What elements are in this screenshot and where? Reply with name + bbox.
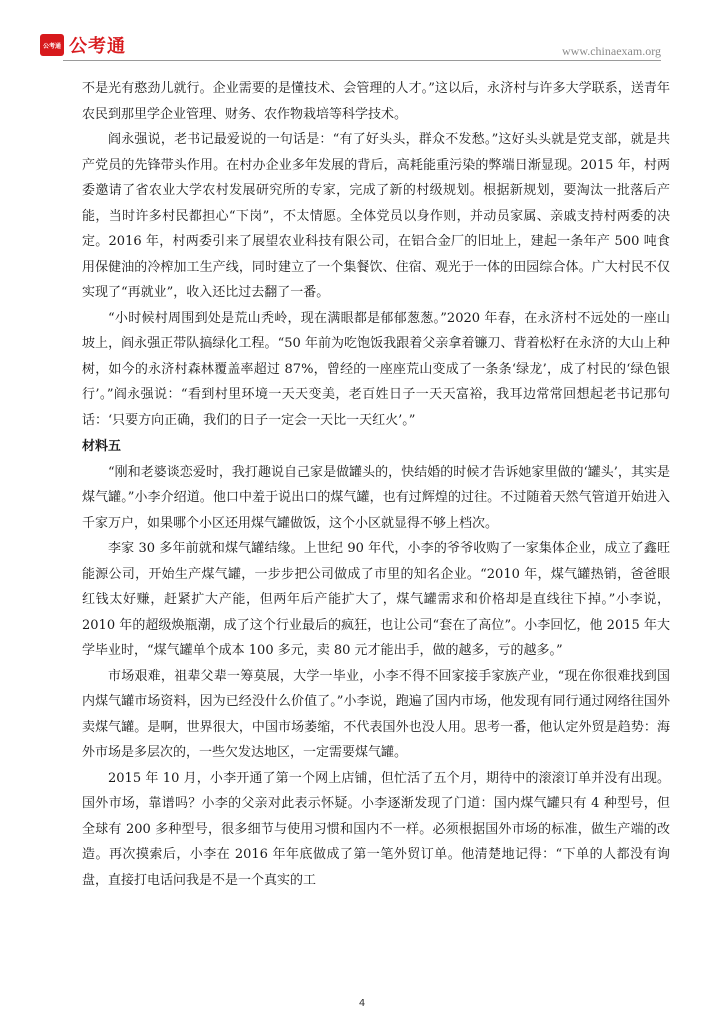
- logo-badge-icon: 公考通: [40, 34, 64, 56]
- section-title: 材料五: [82, 439, 122, 454]
- paragraph-3: “小时候村周围到处是荒山秃岭，现在满眼都是郁郁葱葱。”2020 年春，在永济村不远处的一座山坡上，阎永强正带队搞绿化工程。“50 年前为吃饱饭我跟着父亲拿着镰刀、背着松籽在永济的大山上种树，如今的永济村森林覆盖率超过 87%，曾经的一座座荒山变成了一条条‘绿龙’，成了村民的‘绿色银行’。”阎永强说：“看到村里环境一天天变美，老百姓日子一天天富裕，我耳边常常回想起老书记那句话：‘只要方向正确，我们的日子一定会一天比一天红火’。”: [82, 310, 670, 428]
- paragraph-7: 2015 年 10 月，小李开通了第一个网上店铺，但忙活了五个月，期待中的滚滚订单并没有出现。国外市场，靠谱吗？小李的父亲对此表示怀疑。小李逐渐发现了门道：国内煤气罐只有 4 种型号，但全球有 200 多种型号，很多细节与使用习惯和国内不一样。必须根据国外市场的标准，做生产端的改造。再次摸索后，小李在 2016 年年底做成了第一笔外贸订单。他清楚地记得：“下单的人都没有询盘，直接打电话问我是不是一个真实的工: [82, 770, 670, 888]
- page-header: [0, 0, 724, 70]
- header-divider: [63, 60, 661, 61]
- paragraph-6: 市场艰难，祖辈父辈一筹莫展，大学一毕业，小李不得不回家接手家族产业，“现在你很难找到国内煤气罐市场资料，因为已经没什么价值了。”小李说，跑遍了国内市场，他发现有同行通过网络往国外卖煤气罐。是啊，世界很大，中国市场萎缩，不代表国外也没人用。思考一番，他认定外贸是趋势：海外市场是多层次的，一些欠发达地区，一定需要煤气罐。: [82, 668, 670, 760]
- site-url[interactable]: www.chinaexam.org: [562, 44, 661, 58]
- paragraph-5: 李家 30 多年前就和煤气罐结缘。上世纪 90 年代，小李的爷爷收购了一家集体企业，成立了鑫旺能源公司，开始生产煤气罐，一步步把公司做成了市里的知名企业。“2010 年，煤气罐热销，爸爸眼红钱太好赚，赶紧扩大产能，但两年后产能扩大了，煤气罐需求和价格却是直线往下掉。”小李说，2010 年的超级焕瓶潮，成了这个行业最后的疯狂，也让公司“套在了高位”。小李回忆，他 2015 年大学毕业时，“煤气罐单个成本 100 多元，卖 80 元才能出手，做的越多，亏的越多。”: [82, 541, 670, 658]
- document-body: [82, 76, 670, 893]
- paragraph-4: “刚和老婆谈恋爱时，我打趣说自己家是做罐头的，快结婚的时候才告诉她家里做的‘罐头’，其实是煤气罐。”小李介绍道。他口中羞于说出口的煤气罐，也有过辉煌的过往。不过随着天然气管道开始进入千家万户，如果哪个小区还用煤气罐做饭，这个小区就显得不够上档次。: [82, 464, 670, 531]
- page-number: 4: [358, 998, 366, 1009]
- site-logo[interactable]: [40, 32, 126, 58]
- paragraph-1: 不是光有憨劲儿就行。企业需要的是懂技术、会管理的人才。”这以后，永济村与许多大学联系，送青年农民到那里学企业管理、财务、农作物栽培等科学技术。: [82, 81, 670, 122]
- logo-text: 公考通: [69, 36, 126, 57]
- paragraph-2: 阎永强说，老书记最爱说的一句话是：“有了好头头，群众不发愁。”这好头头就是党支部，就是共产党员的先锋带头作用。在村办企业多年发展的背后，高耗能重污染的弊端日渐显现。2015 年，村两委邀请了省农业大学农村发展研究所的专家，完成了新的村级规划。根据新规划，要淘汰一批落后产能，当时许多村民都担心“下岗”，不太情愿。全体党员以身作则，并动员家属、亲戚支持村两委的决定。2016 年，村两委引来了展望农业科技有限公司，在铝合金厂的旧址上，建起一条年产 500 吨食用保健油的冷榨加工生产线，同时建立了一个集餐饮、住宿、观光于一体的田园综合体。广大村民不仅实现了“再就业”，收入还比过去翻了一番。: [82, 132, 670, 300]
